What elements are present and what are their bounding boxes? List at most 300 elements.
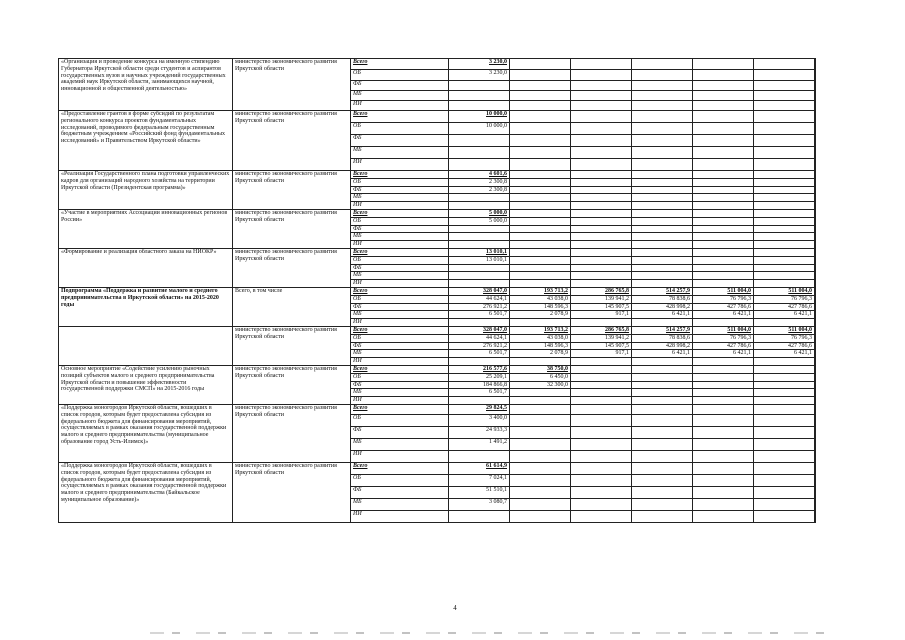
amount-cell — [510, 450, 571, 462]
amount-cell — [571, 70, 632, 81]
funding-source: Всего — [351, 365, 449, 373]
funding-source: ОБ — [351, 474, 449, 486]
amount-cell — [693, 81, 754, 91]
amount-cell — [510, 438, 571, 450]
amount-cell: 917,1 — [571, 350, 632, 358]
amount-cell — [693, 202, 754, 210]
amount-cell: 328 047,0 — [449, 326, 510, 334]
amount-cell — [571, 414, 632, 426]
funding-source: Всего — [351, 326, 449, 334]
amount-cell: 3 230,0 — [449, 59, 510, 70]
amount-cell: 6 421,1 — [693, 311, 754, 319]
amount-cell — [632, 264, 693, 272]
amount-cell — [571, 101, 632, 111]
amount-cell — [815, 350, 816, 358]
amount-cell — [693, 462, 754, 474]
amount-cell — [815, 233, 816, 241]
funding-source: ФБ — [351, 486, 449, 498]
amount-cell — [754, 474, 815, 486]
responsible-executor: министерство экономического развития Иркутской области — [233, 404, 351, 462]
amount-cell — [632, 438, 693, 450]
amount-cell: 428 998,2 — [632, 303, 693, 311]
amount-cell — [693, 498, 754, 510]
amount-cell — [632, 123, 693, 135]
amount-cell — [571, 510, 632, 522]
amount-cell — [815, 462, 816, 474]
amount-cell — [815, 159, 816, 171]
amount-cell — [632, 280, 693, 288]
amount-cell — [693, 365, 754, 373]
activity-name: «Предоставление грантов в форме субсидий по результатам регионального конкурса проектов фундаментальных исследований, проводимого федеральным государственным бюджетным учреждением «Российский фонд фундаментальных исследований» и Правительством Иркутской области» — [59, 111, 233, 171]
amount-cell — [754, 91, 815, 101]
amount-cell — [632, 217, 693, 225]
amount-cell — [693, 389, 754, 397]
amount-cell — [815, 272, 816, 280]
amount-cell — [632, 81, 693, 91]
amount-cell: 145 907,5 — [571, 342, 632, 350]
amount-cell — [449, 280, 510, 288]
amount-cell — [632, 241, 693, 249]
amount-cell — [693, 194, 754, 202]
amount-cell — [632, 404, 693, 414]
funding-source: МБ — [351, 194, 449, 202]
amount-cell — [754, 486, 815, 498]
amount-cell: 511 004,0 — [754, 287, 815, 295]
amount-cell — [571, 241, 632, 249]
amount-cell: 32 300,0 — [510, 381, 571, 389]
amount-cell: 13 010,1 — [449, 248, 510, 256]
funding-source: ОБ — [351, 217, 449, 225]
amount-cell — [754, 426, 815, 438]
amount-cell — [815, 311, 816, 319]
amount-cell — [510, 233, 571, 241]
amount-cell: 6 421,1 — [693, 350, 754, 358]
funding-source: Всего — [351, 59, 449, 70]
amount-cell — [632, 91, 693, 101]
amount-cell: 2 078,9 — [510, 350, 571, 358]
table-row — [59, 326, 816, 334]
amount-cell — [693, 414, 754, 426]
amount-cell — [754, 147, 815, 159]
amount-cell — [571, 135, 632, 147]
budget-table-body — [59, 59, 816, 523]
amount-cell: 216 577,6 — [449, 365, 510, 373]
amount-cell: 428 998,2 — [632, 342, 693, 350]
amount-cell: 3 230,0 — [449, 70, 510, 81]
amount-cell — [510, 147, 571, 159]
amount-cell — [754, 225, 815, 233]
amount-cell — [632, 101, 693, 111]
amount-cell: 43 038,0 — [510, 334, 571, 342]
amount-cell — [510, 358, 571, 366]
amount-cell — [754, 358, 815, 366]
amount-cell: 139 941,2 — [571, 334, 632, 342]
amount-cell — [510, 486, 571, 498]
amount-cell — [815, 365, 816, 373]
amount-cell: 514 257,9 — [632, 326, 693, 334]
amount-cell — [754, 186, 815, 194]
amount-cell: 514 257,9 — [632, 287, 693, 295]
amount-cell — [571, 186, 632, 194]
funding-source: ОБ — [351, 334, 449, 342]
amount-cell — [571, 264, 632, 272]
amount-cell — [815, 373, 816, 381]
amount-cell — [693, 272, 754, 280]
amount-cell — [693, 438, 754, 450]
amount-cell — [632, 462, 693, 474]
amount-cell — [693, 486, 754, 498]
amount-cell — [693, 233, 754, 241]
amount-cell — [510, 171, 571, 179]
amount-cell — [693, 248, 754, 256]
amount-cell — [632, 389, 693, 397]
amount-cell — [815, 486, 816, 498]
funding-source: Всего — [351, 462, 449, 474]
amount-cell — [571, 397, 632, 405]
amount-cell — [510, 194, 571, 202]
amount-cell — [571, 91, 632, 101]
amount-cell — [754, 280, 815, 288]
amount-cell — [449, 450, 510, 462]
amount-cell — [510, 217, 571, 225]
responsible-executor: министерство экономического развития Иркутской области — [233, 326, 351, 365]
amount-cell: 184 866,8 — [449, 381, 510, 389]
amount-cell — [754, 373, 815, 381]
amount-cell — [510, 510, 571, 522]
amount-cell: 24 933,3 — [449, 426, 510, 438]
amount-cell — [815, 326, 816, 334]
amount-cell — [571, 194, 632, 202]
amount-cell — [754, 365, 815, 373]
amount-cell: 76 796,3 — [693, 295, 754, 303]
amount-cell — [510, 81, 571, 91]
amount-cell — [754, 510, 815, 522]
funding-source: ИИ — [351, 280, 449, 288]
table-row — [59, 248, 816, 256]
amount-cell — [632, 474, 693, 486]
amount-cell — [815, 186, 816, 194]
amount-cell — [571, 365, 632, 373]
amount-cell — [754, 111, 815, 123]
amount-cell: 427 786,6 — [754, 303, 815, 311]
amount-cell — [754, 217, 815, 225]
amount-cell — [815, 217, 816, 225]
amount-cell: 148 596,3 — [510, 342, 571, 350]
amount-cell — [632, 202, 693, 210]
funding-source: МБ — [351, 438, 449, 450]
funding-source: МБ — [351, 91, 449, 101]
amount-cell — [693, 241, 754, 249]
amount-cell: 6 501,7 — [449, 389, 510, 397]
amount-cell — [632, 426, 693, 438]
amount-cell — [815, 295, 816, 303]
amount-cell: 276 921,2 — [449, 303, 510, 311]
funding-source: Всего — [351, 111, 449, 123]
amount-cell — [754, 123, 815, 135]
amount-cell — [571, 358, 632, 366]
amount-cell — [510, 70, 571, 81]
amount-cell — [632, 381, 693, 389]
funding-source: ИИ — [351, 101, 449, 111]
amount-cell — [815, 101, 816, 111]
amount-cell — [632, 510, 693, 522]
activity-name: Основное мероприятие «Содействие усилению рыночных позиций субъектов малого и среднего предпринимательства Иркутской области и повышение эффективности государственной поддержки СМСП» на 2015-2016 годы — [59, 365, 233, 404]
funding-source: ИИ — [351, 241, 449, 249]
amount-cell — [510, 241, 571, 249]
amount-cell: 6 501,7 — [449, 311, 510, 319]
amount-cell — [632, 171, 693, 179]
amount-cell — [693, 381, 754, 389]
amount-cell — [815, 202, 816, 210]
amount-cell — [449, 101, 510, 111]
amount-cell: 328 047,0 — [449, 287, 510, 295]
amount-cell — [571, 462, 632, 474]
amount-cell — [693, 101, 754, 111]
amount-cell — [571, 450, 632, 462]
amount-cell — [510, 186, 571, 194]
amount-cell — [510, 280, 571, 288]
table-row — [59, 111, 816, 123]
amount-cell — [815, 358, 816, 366]
amount-cell: 6 450,0 — [510, 373, 571, 381]
amount-cell: 44 624,1 — [449, 295, 510, 303]
amount-cell — [815, 414, 816, 426]
amount-cell — [815, 178, 816, 186]
amount-cell — [571, 404, 632, 414]
amount-cell — [510, 462, 571, 474]
amount-cell — [815, 280, 816, 288]
amount-cell: 2 300,8 — [449, 178, 510, 186]
amount-cell — [632, 450, 693, 462]
amount-cell — [693, 373, 754, 381]
amount-cell — [815, 264, 816, 272]
amount-cell — [693, 474, 754, 486]
amount-cell — [815, 256, 816, 264]
amount-cell — [510, 498, 571, 510]
amount-cell — [815, 287, 816, 295]
amount-cell — [693, 358, 754, 366]
table-row — [59, 171, 816, 179]
funding-source: ОБ — [351, 70, 449, 81]
amount-cell — [632, 256, 693, 264]
amount-cell: 10 000,0 — [449, 123, 510, 135]
amount-cell: 148 596,3 — [510, 303, 571, 311]
amount-cell: 427 786,6 — [693, 342, 754, 350]
amount-cell — [510, 319, 571, 327]
amount-cell: 43 038,0 — [510, 295, 571, 303]
amount-cell — [815, 194, 816, 202]
funding-source: ОБ — [351, 123, 449, 135]
funding-source: Всего — [351, 171, 449, 179]
amount-cell: 29 824,5 — [449, 404, 510, 414]
amount-cell: 5 000,0 — [449, 217, 510, 225]
amount-cell — [693, 91, 754, 101]
amount-cell — [632, 194, 693, 202]
amount-cell — [632, 225, 693, 233]
amount-cell — [815, 397, 816, 405]
funding-source: Всего — [351, 248, 449, 256]
amount-cell — [510, 474, 571, 486]
amount-cell — [632, 178, 693, 186]
responsible-executor: министерство экономического развития Иркутской области — [233, 462, 351, 522]
amount-cell — [693, 450, 754, 462]
funding-source: ФБ — [351, 342, 449, 350]
amount-cell — [693, 178, 754, 186]
amount-cell — [632, 358, 693, 366]
amount-cell — [449, 397, 510, 405]
amount-cell — [815, 334, 816, 342]
amount-cell: 78 838,6 — [632, 295, 693, 303]
amount-cell: 3 080,7 — [449, 498, 510, 510]
amount-cell — [571, 319, 632, 327]
amount-cell — [815, 342, 816, 350]
amount-cell — [571, 111, 632, 123]
amount-cell — [571, 498, 632, 510]
amount-cell — [510, 404, 571, 414]
amount-cell — [754, 233, 815, 241]
amount-cell — [693, 59, 754, 70]
amount-cell — [632, 186, 693, 194]
amount-cell — [571, 438, 632, 450]
funding-source: ОБ — [351, 414, 449, 426]
amount-cell — [571, 486, 632, 498]
amount-cell: 6 501,7 — [449, 350, 510, 358]
amount-cell — [632, 111, 693, 123]
amount-cell — [754, 171, 815, 179]
amount-cell — [571, 147, 632, 159]
amount-cell — [754, 209, 815, 217]
activity-name: «Реализация Государственного плана подготовки управленческих кадров для организаций народного хозяйства на территории Иркутской области (Президентская программа)» — [59, 171, 233, 210]
amount-cell — [815, 498, 816, 510]
amount-cell — [754, 81, 815, 91]
activity-name: «Участие в мероприятиях Ассоциации инновационных регионов России» — [59, 209, 233, 248]
amount-cell — [693, 147, 754, 159]
amount-cell — [632, 414, 693, 426]
amount-cell — [754, 397, 815, 405]
amount-cell — [693, 159, 754, 171]
amount-cell — [571, 202, 632, 210]
amount-cell — [754, 256, 815, 264]
funding-source: ОБ — [351, 178, 449, 186]
funding-source: ИИ — [351, 159, 449, 171]
amount-cell — [693, 70, 754, 81]
amount-cell — [632, 70, 693, 81]
amount-cell: 193 713,2 — [510, 326, 571, 334]
amount-cell: 7 024,1 — [449, 474, 510, 486]
amount-cell: 139 941,2 — [571, 295, 632, 303]
funding-source: МБ — [351, 311, 449, 319]
amount-cell — [510, 178, 571, 186]
amount-cell — [571, 123, 632, 135]
funding-source: ИИ — [351, 319, 449, 327]
amount-cell — [571, 81, 632, 91]
amount-cell — [754, 248, 815, 256]
funding-source: ФБ — [351, 426, 449, 438]
table-row — [59, 365, 816, 373]
amount-cell — [693, 111, 754, 123]
amount-cell: 61 614,9 — [449, 462, 510, 474]
amount-cell — [815, 123, 816, 135]
amount-cell — [510, 225, 571, 233]
funding-source: Всего — [351, 404, 449, 414]
funding-source: ИИ — [351, 358, 449, 366]
amount-cell — [693, 510, 754, 522]
amount-cell — [571, 159, 632, 171]
amount-cell — [510, 397, 571, 405]
amount-cell — [510, 414, 571, 426]
amount-cell — [693, 397, 754, 405]
amount-cell — [754, 381, 815, 389]
amount-cell: 6 421,1 — [754, 350, 815, 358]
amount-cell — [754, 178, 815, 186]
amount-cell: 276 921,2 — [449, 342, 510, 350]
amount-cell: 6 421,1 — [632, 350, 693, 358]
activity-name: «Поддержка моногородов Иркутской области, вошедших в список городов, которым будет предоставлена субсидия из федерального бюджета для финансирования мероприятий, осуществляемых в рамках оказания государственной поддержки малого и среднего предпринимательства (Байкальское муниципальное образование)» — [59, 462, 233, 522]
amount-cell — [815, 426, 816, 438]
amount-cell — [632, 498, 693, 510]
amount-cell — [571, 381, 632, 389]
amount-cell: 145 907,5 — [571, 303, 632, 311]
amount-cell: 193 713,2 — [510, 287, 571, 295]
amount-cell: 286 765,8 — [571, 326, 632, 334]
amount-cell — [571, 59, 632, 70]
activity-name — [59, 326, 233, 365]
amount-cell — [815, 510, 816, 522]
amount-cell — [693, 217, 754, 225]
amount-cell — [632, 319, 693, 327]
amount-cell — [571, 209, 632, 217]
amount-cell — [449, 202, 510, 210]
amount-cell — [754, 389, 815, 397]
amount-cell — [571, 474, 632, 486]
amount-cell — [571, 225, 632, 233]
amount-cell — [754, 264, 815, 272]
amount-cell — [510, 111, 571, 123]
amount-cell — [815, 70, 816, 81]
amount-cell — [571, 178, 632, 186]
responsible-executor: министерство экономического развития Иркутской области — [233, 248, 351, 287]
page-number: 4 — [453, 604, 457, 612]
amount-cell — [693, 256, 754, 264]
amount-cell — [449, 81, 510, 91]
amount-cell — [632, 248, 693, 256]
amount-cell: 511 004,0 — [693, 287, 754, 295]
amount-cell — [632, 59, 693, 70]
funding-source: ФБ — [351, 225, 449, 233]
amount-cell — [693, 123, 754, 135]
amount-cell — [815, 91, 816, 101]
funding-source: ФБ — [351, 81, 449, 91]
responsible-executor: министерство экономического развития Иркутской области — [233, 59, 351, 111]
amount-cell — [510, 159, 571, 171]
amount-cell — [754, 135, 815, 147]
amount-cell — [815, 303, 816, 311]
amount-cell — [632, 233, 693, 241]
amount-cell: 38 750,0 — [510, 365, 571, 373]
table-row — [59, 59, 816, 70]
funding-source: ФБ — [351, 186, 449, 194]
amount-cell — [815, 381, 816, 389]
amount-cell: 6 421,1 — [754, 311, 815, 319]
amount-cell — [815, 147, 816, 159]
amount-cell — [754, 194, 815, 202]
amount-cell: 13 010,1 — [449, 256, 510, 264]
amount-cell: 1 491,2 — [449, 438, 510, 450]
amount-cell — [449, 194, 510, 202]
activity-name: «Поддержка моногородов Иркутской области, вошедших в список городов, которым будет предоставлена субсидия из федерального бюджета для финансирования мероприятий, осуществляемых в рамках оказания государственной поддержки малого и среднего предпринимательства (муниципальное образование город Усть-Илимск)» — [59, 404, 233, 462]
amount-cell: 44 624,1 — [449, 334, 510, 342]
funding-source: ФБ — [351, 303, 449, 311]
